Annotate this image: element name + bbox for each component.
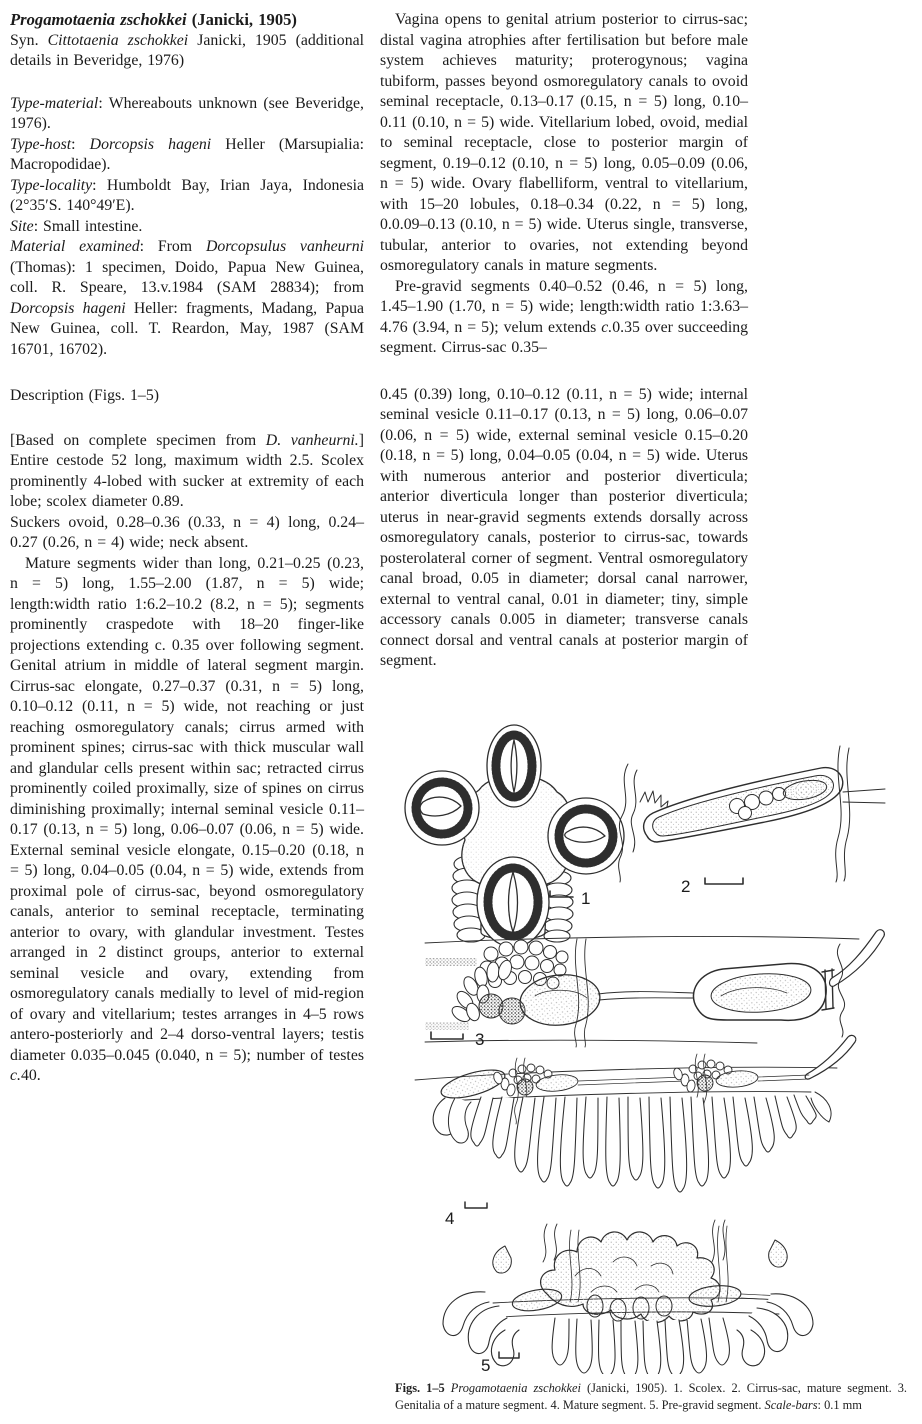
- text-run: Site: [10, 217, 34, 235]
- figure-panel-cirrus-sac: [619, 746, 885, 896]
- text-run: Syn.: [10, 31, 48, 49]
- text-run: Material examined: [10, 238, 140, 255]
- text-run: Pre-gravid segments 0.40–0.52 (0.46, n = 5) long, 1.45–1.90 (1.70, n = 5) wide; length:width ratio 1:3.63–4.76 (3.94, n = 5); velum extends: [380, 277, 748, 336]
- text-run: Mature segments wider than long, 0.21–0.25 (0.23, n = 5) long, 1.55–2.00 (1.87, n = 5) wide; length:width ratio 1:6.2–10.2 (8.2, n = 5); segments prominently craspedote with 18–20 finger-like projections extending c. 0.35 over following segment. Genital atrium in middle of lateral segment margin. Cirrus-sac elongate, 0.27–0.37 (0.31, n = 5) long, 0.10–0.12 (0.11, n = 5) wide, not reaching or just reaching osmoregulatory canals; cirrus armed with prominent spines; cirrus-sac with thick muscular wall and glandular cells present within sac; retracted cirrus prominently coiled proximally, size of spines on cirrus diminishing proximally; internal seminal vesicle 0.11–0.17 (0.13, n = 5) long, 0.06–0.07 (0.06, n = 5) wide. External seminal vesicle elongate, 0.15–0.20 (0.18, n = 5) long, 0.04–0.05 (0.04, n = 5) wide, extends from proximal pole of cirrus-sac, beyond osmoregulatory canals, anterior to seminal receptacle, terminating anterior to ovary, with glandular investment. Testes arranged in 2 distinct groups, anterior to external seminal vesicle and ovary, extending from osmoregulatory canals medially to level of mid-region of ovary and vitellarium; testes arranges in 4–5 rows antero-posteriorly and 2–4 dorso-ventral layers; testis diameter 0.035–0.045 (0.040, n = 5); number of testes: [10, 554, 364, 1064]
- text-run: ] Entire cestode 52 long, maximum width 2.5. Scolex prominently 4-lobed with sucker at extremity of each lobe; scolex diameter 0.89.: [10, 431, 364, 510]
- site: [10, 217, 364, 238]
- text-run: Type-host: [10, 135, 72, 153]
- figure-panel-genitalia: [425, 930, 884, 1049]
- text-run: Description (Figs. 1–5): [10, 387, 159, 404]
- text-run: Janicki, 1905 (additional details in Beveridge, 1976): [10, 31, 364, 69]
- scolex-sucker-top: [487, 725, 541, 807]
- text-run: 0.35 over succeeding segment. Cirrus-sac 0.35–: [380, 318, 749, 356]
- suckers-paragraph: [10, 513, 364, 554]
- figure-label-2: 2: [681, 877, 691, 896]
- figure-label-4: 4: [445, 1209, 455, 1228]
- pregravid-paragraph: [380, 277, 748, 359]
- text-run: : Whereabouts unknown (see Beveridge, 1976).: [10, 94, 364, 132]
- text-run: Cittotaenia zschokkei: [47, 31, 189, 49]
- text-run: : From: [139, 238, 206, 255]
- text-run: c.: [10, 1067, 21, 1084]
- text-run: (Janicki, 1905): [186, 10, 297, 29]
- uterus: [541, 1232, 720, 1323]
- vaginal-duct: [598, 992, 693, 1000]
- figure-caption: [395, 1380, 907, 1413]
- type-locality: [10, 176, 364, 217]
- text-run: c.: [601, 318, 613, 336]
- segment-fingers: [471, 1095, 816, 1192]
- species-heading: [10, 10, 364, 31]
- spacer: [380, 359, 748, 385]
- scale-bar-3: [431, 1032, 463, 1039]
- margin-comma: [493, 1246, 511, 1273]
- margin-stipple: [425, 958, 477, 966]
- text-run: Suckers ovoid, 0.28–0.36 (0.33, n = 4) long, 0.24–0.27 (0.26, n = 4) wide; neck absent.: [10, 513, 364, 551]
- spacer: [10, 72, 364, 94]
- text-run: Scale-bars: [764, 1397, 818, 1412]
- text-run: Progamotaenia zschokkei: [10, 10, 187, 29]
- text-run: : 0.1 mm: [817, 1397, 862, 1412]
- genitalia-group-left: [492, 1064, 579, 1097]
- genitalia-group-right: [672, 1060, 758, 1093]
- vagina-paragraph: [380, 10, 748, 277]
- left-velum-lobes: [443, 1292, 519, 1366]
- text-run: 0.45 (0.39) long, 0.10–0.12 (0.11, n = 5) wide; internal seminal vesicle 0.11–0.17 (0.13, n = 5) long, 0.06–0.07 (0.06, n = 5) wide, external seminal vesicle 0.15–0.20 (0.18, n = 5) long, 0.04–0.05 (0.04, n = 5) wide. Uterus with numerous anterior and posterior diverticula; anterior diverticula longer than posterior diverticula; uterus in near-gravid segments extends dorsally across osmoregulatory canals, posterior to cirrus-sac, towards posterolateral corner of segment. Ventral osmoregulatory canal broad, 0.05 in diameter; dorsal canal narrower, external to ventral canal, 0.01 in diameter; tiny, simple accessory canals 0.005 in diameter; transverse canals connect dorsal and ventral canals at posterior margin of segment.: [380, 385, 748, 669]
- material-examined: [10, 237, 364, 360]
- text-run: 40.: [20, 1067, 41, 1084]
- right-column: [380, 10, 748, 672]
- text-run: : Small intestine.: [33, 217, 143, 235]
- scolex-sucker-bottom: [477, 857, 549, 947]
- spacer: [10, 407, 364, 431]
- type-host: [10, 135, 364, 176]
- figure-panel-pregravid-segment: [443, 1220, 813, 1374]
- right-everted-cirrus: [805, 1035, 856, 1079]
- left-cirrus-sac: [511, 1286, 564, 1314]
- text-run: D. vanheurni.: [265, 431, 359, 449]
- text-run: Dorcopsis hageni: [10, 299, 126, 317]
- text-run: [Based on complete specimen from: [10, 431, 266, 449]
- scale-bar-4: [465, 1202, 487, 1208]
- figure-label-3: 3: [475, 1030, 485, 1049]
- scolex-sucker-right: [548, 798, 624, 874]
- connecting-duct: [578, 1077, 685, 1085]
- figure-label-5: 5: [481, 1356, 491, 1374]
- margin-stipple: [425, 1022, 469, 1030]
- text-run: Type-locality: [10, 176, 93, 194]
- spacer: [10, 360, 364, 386]
- text-run: Figs. 1–5: [395, 1381, 445, 1395]
- text-run: (Janicki, 1905). 1. Scolex. 2. Cirrus-sac, mature segment. 3. Genitalia of a mature segment. 4. Mature segment. 5. Pre-gravid segment.: [395, 1381, 907, 1412]
- text-run: Dorcopsis hageni: [89, 135, 212, 153]
- left-column: [10, 10, 364, 1087]
- figure-panel-mature-segment: [415, 1035, 856, 1228]
- left-margin-lobe: [448, 1098, 471, 1143]
- scale-bar-2: [705, 878, 743, 884]
- text-run: : Humboldt Bay, Irian Jaya, Indonesia (2°35′S. 140°49′E).: [10, 176, 364, 214]
- margin-comma: [769, 1240, 787, 1267]
- pregravid-fingers: [552, 1318, 729, 1374]
- left-cirrus-sac: [438, 1064, 508, 1103]
- text-run: Progamotaenia zschokkei: [450, 1381, 581, 1395]
- text-run: :: [71, 135, 90, 153]
- synonymy: [10, 31, 364, 72]
- text-run: Vagina opens to genital atrium posterior to cirrus-sac; distal vagina atrophies after fertilisation but before male system achieves maturity; proterogynous; vagina tubiform, passes beyond osmoregulatory canals to ovoid seminal receptacle, 0.13–0.17 (0.15, n = 5) long, 0.10–0.11 (0.10, n = 5) wide. Vitellarium lobed, ovoid, medial to seminal receptacle, close to posterior margin of segment, 0.19–0.12 (0.10, n = 5) long, 0.05–0.09 (0.06, n = 5) wide. Ovary flabelliform, ventral to vitellarium, with 15–20 lobules, 0.18–0.34 (0.22, n = 5) long, 0.0.09–0.13 (0.10, n = 5) wide. Uterus single, transverse, tubular, anterior to ovaries, not extending beyond osmoregulatory canals in mature segments.: [380, 11, 748, 274]
- text-run: Dorcopsulus vanheurni: [205, 238, 364, 255]
- text-run: Heller: fragments, Madang, Papua New Guinea, coll. T. Reardon, May, 1987 (SAM 16701, 16702).: [10, 299, 364, 358]
- figure-panel-scolex: [405, 725, 624, 947]
- osmoregulatory-canals: [836, 746, 885, 882]
- figure-plate: [385, 706, 922, 1374]
- description-heading: [10, 386, 364, 407]
- right-velum-lobes: [737, 1294, 813, 1366]
- text-run: (Thomas): 1 specimen, Doido, Papua New Guinea, coll. R. Speare, 13.v.1984 (SAM 28834); from: [10, 258, 364, 296]
- text-run: Heller (Marsupialia: Macropodidae).: [10, 135, 365, 173]
- mature-segments-paragraph: [10, 554, 364, 1087]
- lateral-margin-waves: [837, 944, 844, 1037]
- connecting-duct: [758, 1075, 809, 1081]
- scolex-sucker-left: [405, 771, 479, 845]
- text-run: Type-material: [10, 94, 99, 112]
- type-material: [10, 94, 364, 135]
- figure-label-1: 1: [581, 889, 591, 908]
- pregravid-continuation-paragraph: [380, 385, 748, 672]
- description-intro: [10, 431, 364, 513]
